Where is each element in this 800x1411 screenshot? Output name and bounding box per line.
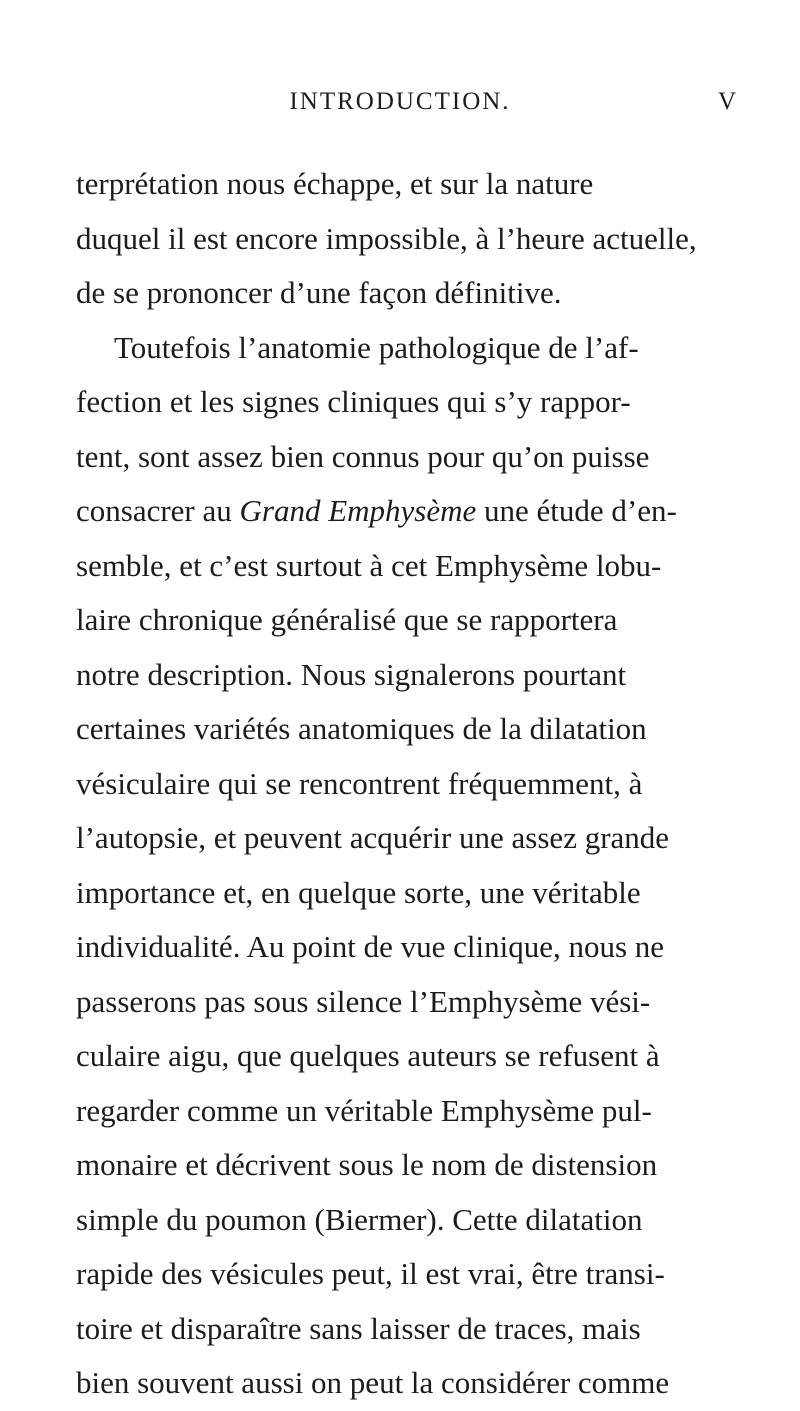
text-line: culaire aigu, que quelques auteurs se refusent à	[76, 1038, 660, 1073]
text-line: duquel il est encore impossible, à l’heure actuelle,	[76, 220, 697, 256]
text-line: bien souvent aussi on peut la considérer comme	[76, 1365, 670, 1400]
text-line: simple du poumon (Biermer). Cette dilatation	[76, 1201, 643, 1237]
body-text	[76, 157, 798, 1411]
text-line: monaire et décrivent sous le nom de distension	[76, 1147, 658, 1182]
text-line: individualité. Au point de vue clinique, nous ne	[76, 929, 665, 964]
text-line: toire et disparaître sans laisser de traces, mais	[76, 1310, 641, 1346]
text-line: laire chronique généralisé que se rapportera	[76, 602, 618, 637]
text-line: semble, et c’est surtout à cet Emphysème lobu-	[76, 547, 662, 583]
text-line: l’autopsie, et peuvent acquérir une assez grande	[76, 820, 670, 855]
text-line: passerons pas sous silence l’Emphysème vési-	[76, 983, 651, 1019]
text-segment: consacrer au	[76, 493, 240, 528]
text-line-with-italic	[76, 484, 798, 539]
italic-term: Grand Emphysème	[239, 493, 477, 528]
text-line: terprétation nous échappe, et sur la nature	[76, 166, 594, 201]
text-line: certaines variétés anatomiques de la dilatation	[76, 711, 647, 746]
paragraph-start-line: Toutefois l’anatomie pathologique de l’af-	[114, 329, 639, 365]
text-line: vésiculaire qui se rencontrent fréquemment, à	[76, 765, 643, 801]
text-line: tent, sont assez bien connus pour qu’on puisse	[76, 438, 650, 474]
text-line: notre description. Nous signalerons pourtant	[76, 656, 627, 692]
text-line: regarder comme un véritable Emphysème pul-	[76, 1092, 652, 1128]
page-number: V	[717, 88, 736, 115]
running-head: INTRODUCTION.	[289, 88, 511, 115]
text-line: fection et les signes cliniques qui s’y rappor-	[76, 384, 631, 419]
text-segment: une étude d’en-	[476, 493, 677, 528]
page-header	[0, 88, 800, 118]
text-line: de se prononcer d’une façon définitive.	[76, 275, 562, 310]
text-line: importance et, en quelque sorte, une véritable	[76, 874, 641, 910]
text-line: rapide des vésicules peut, il est vrai, être transi-	[76, 1256, 665, 1291]
